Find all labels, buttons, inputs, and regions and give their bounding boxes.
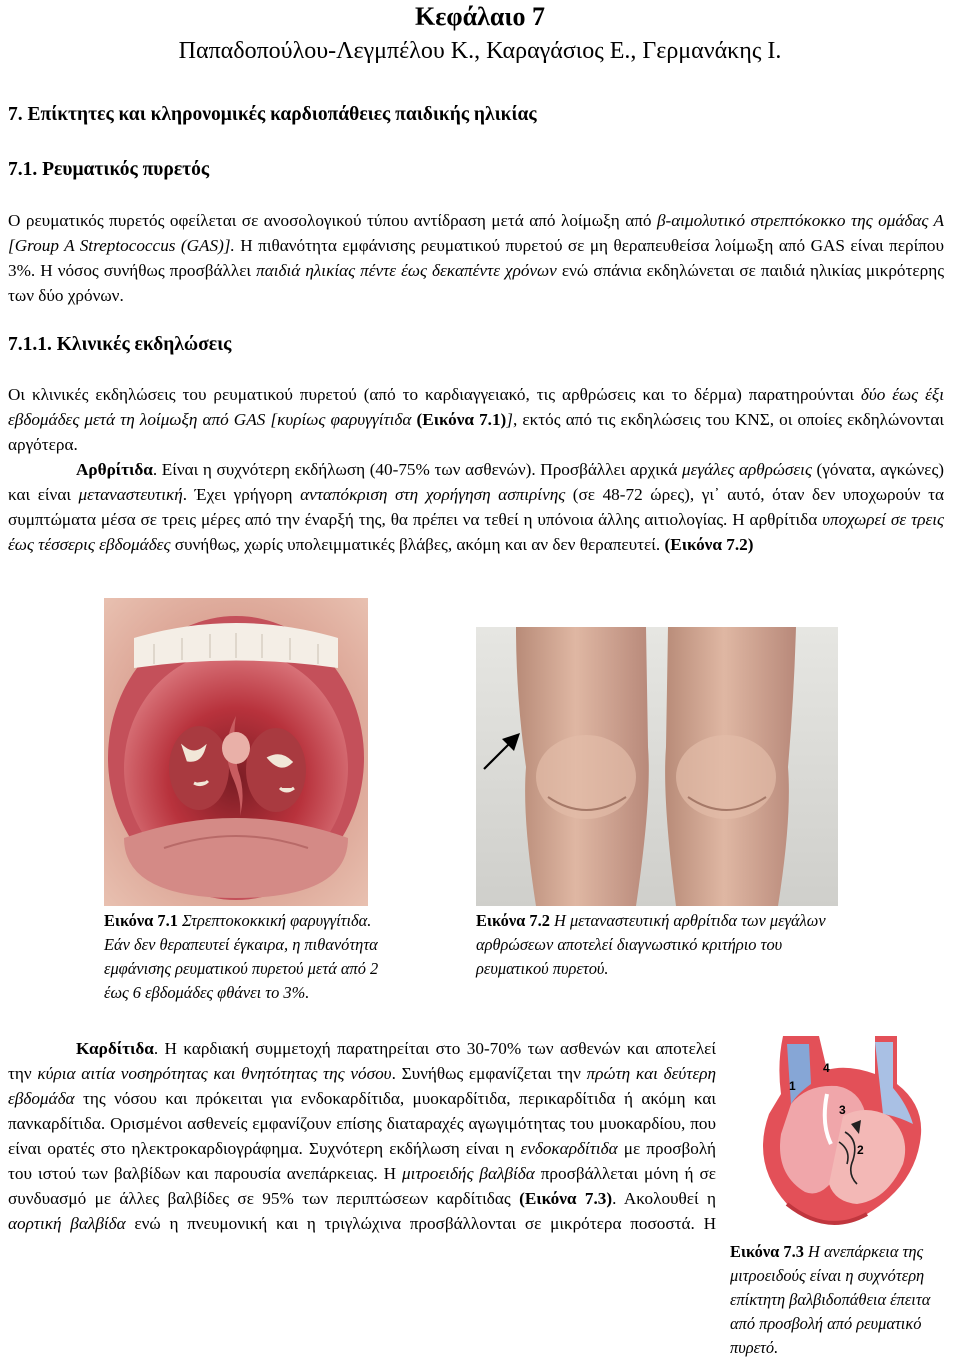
clinical-text-2: , εκτός από τις εκδηλώσεις του ΚΝΣ, οι οποίες εκδηλώνονται αργότερα.: [8, 410, 944, 454]
carditis-text-7: ενώ η πνευμονική και η τριγλώχινα προσβάλλονται σε μικρότερα ποσοστά. Η: [125, 1214, 716, 1233]
figure-7-1-label: Εικόνα 7.1: [104, 911, 178, 930]
heart-diagram: [747, 1024, 935, 1236]
carditis-text-2: . Συνήθως εμφανίζεται την: [391, 1064, 587, 1083]
arthritis-text-3: . Έχει γρήγορη: [182, 485, 301, 504]
subsubsection-heading: 7.1.1. Κλινικές εκδηλώσεις: [8, 334, 232, 355]
clinical-paragraph: [8, 382, 944, 457]
carditis-text-3: της νόσου και πρόκειται για ενδοκαρδίτιδα, μυοκαρδίτιδα, περικαρδίτιδα ή ακόμη και πανκαρδίτιδα. Ορισμένοι ασθενείς εμφανίζουν επίσης διαταραχές αγωγιμότητας του μυοκαρδίου, που είναι ορατές στο ηλεκτροκαρδιογράφημα. Συχνότερη εκδήλωση είναι η: [8, 1089, 716, 1158]
figure-7-1-text: Στρεπτοκοκκική φαρυγγίτιδα. Εάν δεν θεραπευτεί έγκαιρα, η πιθανότητα εμφάνισης ρευματικού πυρετού μετά από 2 έως 6 εβδομάδες φθάνει το 3%.: [104, 911, 379, 1002]
arthritis-text-4: (σε 48-72 ώρες), γι᾽ αυτό, όταν δεν υποχωρούν τα συμπτώματα μέσα σε τρεις μέρες από την έναρξή της, θα πρέπει να τεθεί η υπόνοια άλλης αιτιολογίας. Η αρθρίτιδα: [8, 485, 944, 529]
authors-line: Παπαδοπούλου-Λεγμπέλου Κ., Καραγάσιος Ε., Γερμανάκης Ι.: [178, 38, 782, 64]
arthritis-italic-2: μεταναστευτική: [78, 485, 183, 504]
carditis-italic-4: μιτροειδής βαλβίδα: [402, 1164, 535, 1183]
carditis-text-6: . Ακολουθεί η: [612, 1189, 716, 1208]
arthritis-text-5: συνήθως, χωρίς υπολειμματικές βλάβες, ακόμη και αν δεν θεραπευτεί.: [170, 535, 665, 554]
clinical-figure-ref: (Εικόνα 7.1): [411, 410, 507, 429]
subsection-heading: 7.1. Ρευματικός πυρετός: [8, 159, 210, 180]
figure-7-3-label: Εικόνα 7.3: [730, 1242, 804, 1261]
figure-7-2-text: Η μεταναστευτική αρθρίτιδα των μεγάλων αρθρώσεων αποτελεί διαγνωστικό κριτήριο του ρευματικού πυρετού.: [476, 911, 826, 978]
arthritis-figure-ref: (Εικόνα 7.2): [664, 535, 754, 554]
carditis-italic-3: ενδοκαρδίτιδα: [520, 1139, 618, 1158]
figure-7-2-label: Εικόνα 7.2: [476, 911, 550, 930]
intro-text-1: Ο ρευματικός πυρετός οφείλεται σε ανοσολογικού τύπου αντίδραση μετά από λοίμωξη από: [8, 211, 657, 230]
knee-photo: [476, 627, 838, 906]
section-heading: 7. Επίκτητες και κληρονομικές καρδιοπάθειες παιδικής ηλικίας: [8, 104, 537, 125]
carditis-italic-2: πρώτη και δεύτερη εβδομάδα: [8, 1064, 717, 1108]
heart-label-2: 2: [857, 1143, 864, 1157]
arthritis-text-2: (γόνατα, αγκώνες) και είναι: [8, 460, 945, 504]
intro-paragraph: [8, 208, 944, 308]
carditis-text-5: προσβάλλεται μόνη ή σε συνδυασμό με άλλες βαλβίδες σε 95% των περιπτώσεων καρδίτιδας: [8, 1164, 716, 1208]
intro-italic-2: παιδιά ηλικίας πέντε έως δεκαπέντε χρόνων: [256, 261, 557, 280]
arthritis-italic-1: μεγάλες αρθρώσεις: [681, 460, 812, 479]
arthritis-text-1: . Είναι η συχνότερη εκδήλωση (40-75% των ασθενών). Προσβάλλει αρχικά: [152, 460, 682, 479]
intro-text-3: ενώ σπάνια εκδηλώνεται σε παιδιά ηλικίας μικρότερης των δύο χρόνων.: [8, 261, 944, 305]
clinical-italic-1: δύο έως έξι εβδομάδες μετά τη λοίμωξη από GAS [κυρίως φαρυγγίτιδα: [8, 385, 944, 429]
carditis-label: Καρδίτιδα: [76, 1039, 154, 1058]
arthritis-paragraph: [8, 457, 944, 557]
arthritis-label: Αρθρίτιδα: [76, 460, 153, 479]
heart-label-3: 3: [839, 1103, 846, 1117]
heart-label-4: 4: [823, 1061, 830, 1075]
clinical-italic-2: ]: [506, 410, 513, 429]
throat-photo: [104, 598, 368, 906]
clinical-text-1: Οι κλινικές εκδηλώσεις του ρευματικού πυρετού (από το καρδιαγγειακό, τις αρθρώσεις και το δέρμα) παρατηρούνται: [8, 385, 861, 404]
carditis-paragraph: [8, 1036, 716, 1236]
figure-7-3-caption: [730, 1240, 958, 1360]
figure-7-1-caption: [104, 909, 396, 1005]
carditis-italic-5: αορτική βαλβίδα: [8, 1214, 126, 1233]
arthritis-italic-3: ανταπόκριση στη χορήγηση ασπιρίνης: [300, 485, 566, 504]
chapter-title: Κεφάλαιο 7: [415, 2, 545, 31]
intro-italic-1: β-αιμολυτικό στρεπτόκοκκο της ομάδας Α [Group A Streptococcus (GAS)].: [8, 211, 944, 255]
figure-7-3-text: Η ανεπάρκεια της μιτροειδούς είναι η συχνότερη επίκτητη βαλβιδοπάθεια έπειτα από προσβολή από ρευματικό πυρετό.: [730, 1242, 931, 1357]
carditis-text-4: με προσβολή του ιστού των βαλβίδων και παρουσία ανεπάρκειας. Η: [8, 1139, 716, 1183]
intro-text-2: Η πιθανότητα εμφάνισης ρευματικού πυρετού σε μη θεραπευθείσα λοίμωξη από GAS είναι περίπου 3%. Η νόσος συνήθως προσβάλλει: [8, 236, 944, 280]
carditis-italic-1: κύρια αιτία νοσηρότητας και θνητότητας της νόσου: [37, 1064, 392, 1083]
heart-label-1: 1: [789, 1079, 796, 1093]
carditis-figure-ref: (Εικόνα 7.3): [519, 1189, 613, 1208]
figure-7-2-caption: [476, 909, 838, 981]
carditis-text-1: . Η καρδιακή συμμετοχή παρατηρείται στο 30-70% των ασθενών και αποτελεί την: [8, 1039, 716, 1083]
arthritis-italic-4: υποχωρεί σε τρεις έως τέσσερις εβδομάδες: [8, 510, 944, 554]
